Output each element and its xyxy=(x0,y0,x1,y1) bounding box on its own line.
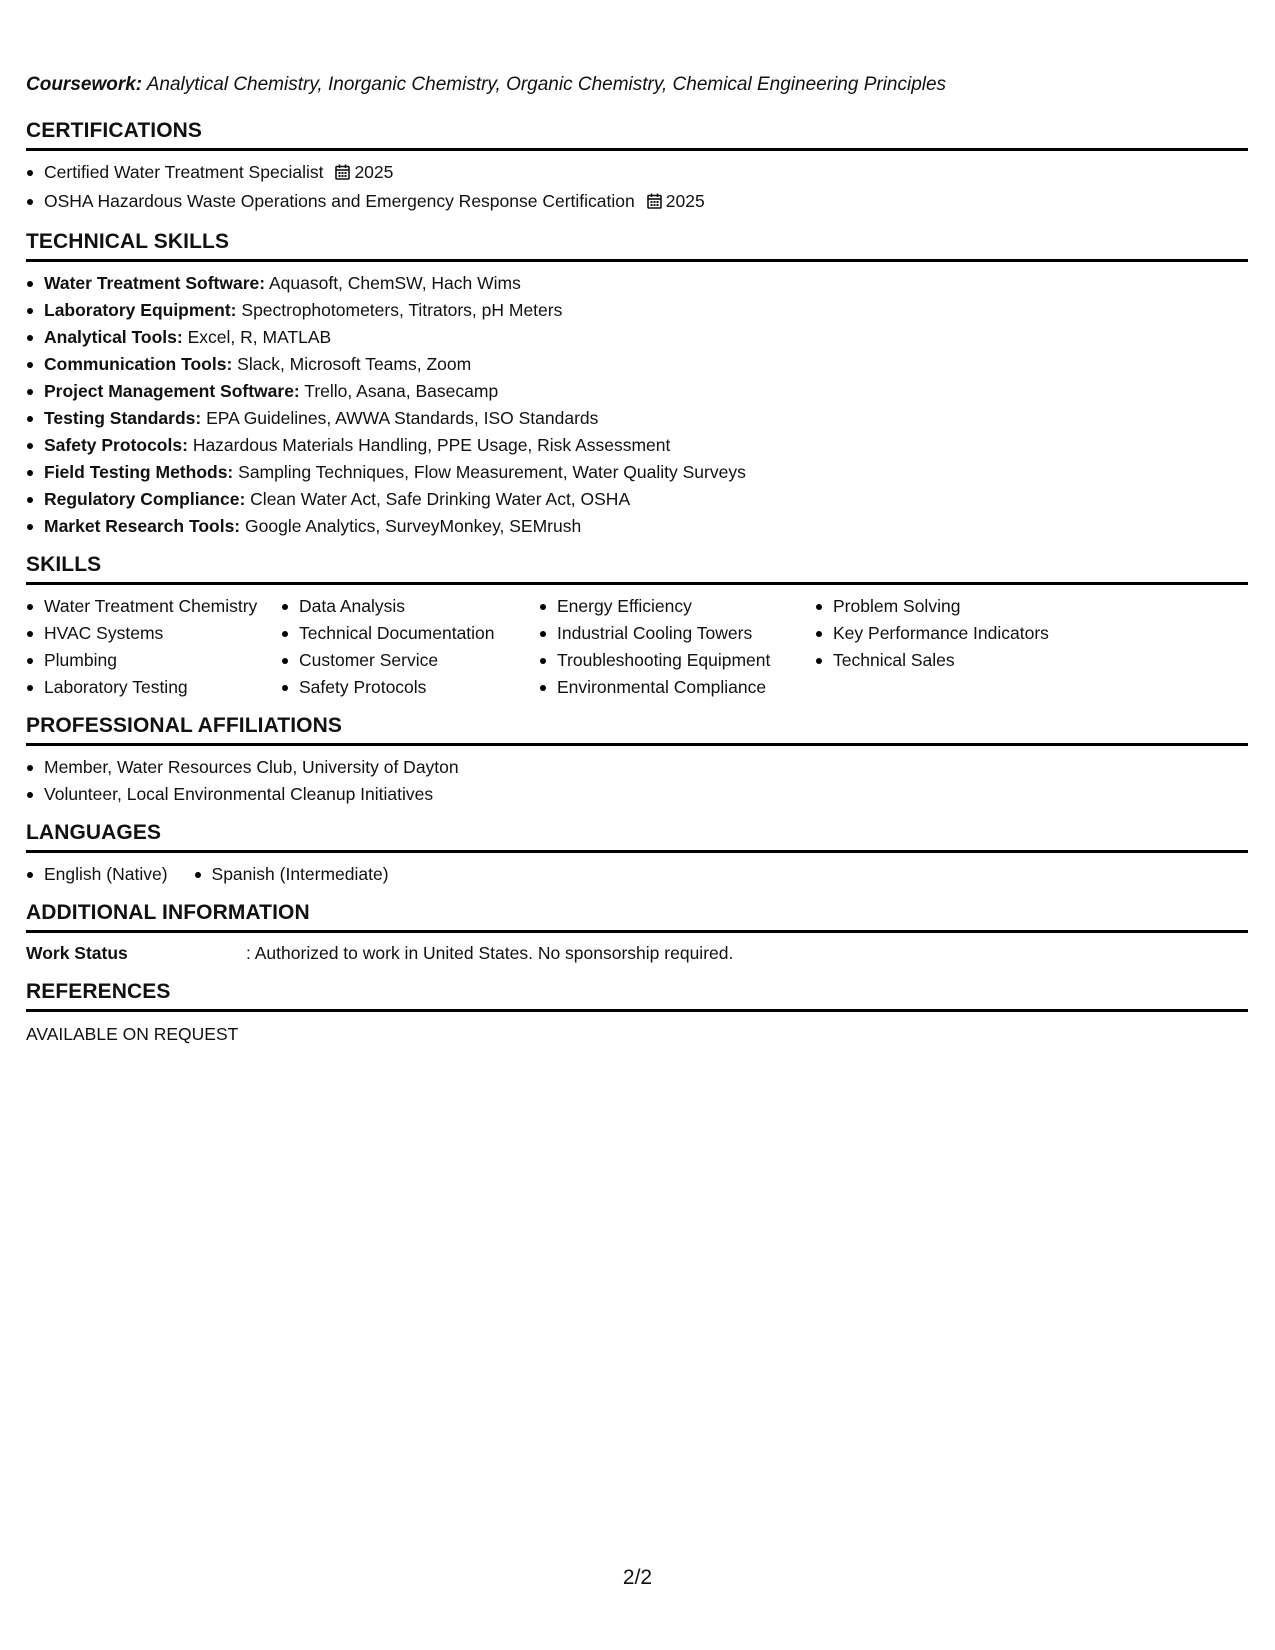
skills-column xyxy=(281,593,539,701)
coursework-value: Analytical Chemistry, Inorganic Chemistry, Organic Chemistry, Chemical Engineering Principles xyxy=(146,74,947,95)
list-item: Volunteer, Local Environmental Cleanup Initiatives xyxy=(26,781,1248,808)
list-item: Industrial Cooling Towers xyxy=(539,620,815,647)
list-item: Spanish (Intermediate) xyxy=(194,861,389,888)
list-item xyxy=(26,432,1248,459)
skills-column xyxy=(539,593,815,701)
coursework-label: Coursework: xyxy=(26,74,143,95)
languages-title: LANGUAGES xyxy=(26,818,1248,853)
list-item: Technical Documentation xyxy=(281,620,539,647)
page-number: 2/2 xyxy=(622,1566,653,1589)
skill-values: Aquasoft, ChemSW, Hach Wims xyxy=(268,273,521,293)
skill-values: Sampling Techniques, Flow Measurement, Water Quality Surveys xyxy=(238,462,746,482)
list-item: Laboratory Testing xyxy=(26,674,281,701)
skills-title: SKILLS xyxy=(26,550,1248,585)
skill-values: EPA Guidelines, AWWA Standards, ISO Standards xyxy=(206,408,599,428)
work-status-label: Work Status xyxy=(26,943,128,963)
list-item: Plumbing xyxy=(26,647,281,674)
list-item: Water Treatment Chemistry xyxy=(26,593,281,620)
technical-skills-list xyxy=(26,262,1248,550)
certification-year: 2025 xyxy=(354,162,394,182)
skill-category: Field Testing Methods: xyxy=(44,462,234,482)
skills-column xyxy=(26,593,281,701)
list-item: Customer Service xyxy=(281,647,539,674)
calendar-icon xyxy=(647,190,662,217)
list-item: Data Analysis xyxy=(281,593,539,620)
list-item xyxy=(26,297,1248,324)
certifications-list xyxy=(26,151,1248,227)
list-item xyxy=(26,486,1248,513)
list-item: HVAC Systems xyxy=(26,620,281,647)
skill-values: Hazardous Materials Handling, PPE Usage, Risk Assessment xyxy=(192,435,671,455)
skill-category: Testing Standards: xyxy=(44,408,202,428)
resume-page xyxy=(26,72,1248,1048)
list-item xyxy=(26,378,1248,405)
skill-category: Laboratory Equipment: xyxy=(44,300,237,320)
skill-values: Trello, Asana, Basecamp xyxy=(304,381,499,401)
skill-category: Safety Protocols: xyxy=(44,435,188,455)
list-item: Key Performance Indicators xyxy=(815,620,1075,647)
affiliations-list xyxy=(26,746,1248,818)
list-item xyxy=(26,405,1248,432)
list-item xyxy=(26,188,1248,217)
work-status-row xyxy=(26,933,1248,977)
skills-grid xyxy=(26,585,1248,711)
technical-skills-title: TECHNICAL SKILLS xyxy=(26,227,1248,262)
skills-column xyxy=(815,593,1075,701)
list-item xyxy=(26,351,1248,378)
certifications-section xyxy=(26,116,1248,227)
list-item xyxy=(26,159,1248,188)
technical-skills-section xyxy=(26,227,1248,550)
skill-category: Water Treatment Software: xyxy=(44,273,266,293)
coursework-line xyxy=(26,72,1248,98)
additional-info-section xyxy=(26,898,1248,977)
skill-values: Slack, Microsoft Teams, Zoom xyxy=(237,354,472,374)
affiliations-title: PROFESSIONAL AFFILIATIONS xyxy=(26,711,1248,746)
list-item: Problem Solving xyxy=(815,593,1075,620)
list-item xyxy=(26,459,1248,486)
skill-category: Market Research Tools: xyxy=(44,516,241,536)
list-item xyxy=(26,270,1248,297)
skill-category: Communication Tools: xyxy=(44,354,233,374)
list-item: English (Native) xyxy=(26,861,168,888)
skill-category: Regulatory Compliance: xyxy=(44,489,246,509)
skill-values: Excel, R, MATLAB xyxy=(187,327,332,347)
certification-year: 2025 xyxy=(665,191,705,211)
list-item: Environmental Compliance xyxy=(539,674,815,701)
languages-section xyxy=(26,818,1248,898)
list-item xyxy=(26,513,1248,540)
languages-list xyxy=(26,853,1248,898)
references-text: AVAILABLE ON REQUEST xyxy=(26,1024,239,1044)
list-item: Troubleshooting Equipment xyxy=(539,647,815,674)
list-item: Member, Water Resources Club, University of Dayton xyxy=(26,754,1248,781)
skill-values: Clean Water Act, Safe Drinking Water Act, OSHA xyxy=(250,489,631,509)
skills-section xyxy=(26,550,1248,711)
skill-values: Google Analytics, SurveyMonkey, SEMrush xyxy=(245,516,582,536)
references-title: REFERENCES xyxy=(26,977,1248,1012)
work-status-value: : Authorized to work in United States. No sponsorship required. xyxy=(246,943,734,963)
certification-name: Certified Water Treatment Specialist xyxy=(44,162,324,182)
calendar-icon xyxy=(335,161,350,188)
references-section xyxy=(26,977,1248,1048)
skill-category: Analytical Tools: xyxy=(44,327,183,347)
list-item: Energy Efficiency xyxy=(539,593,815,620)
list-item: Technical Sales xyxy=(815,647,1075,674)
skill-category: Project Management Software: xyxy=(44,381,300,401)
affiliations-section xyxy=(26,711,1248,818)
certifications-title: CERTIFICATIONS xyxy=(26,116,1248,151)
list-item xyxy=(26,324,1248,351)
list-item: Safety Protocols xyxy=(281,674,539,701)
certification-name: OSHA Hazardous Waste Operations and Emergency Response Certification xyxy=(44,191,635,211)
skill-values: Spectrophotometers, Titrators, pH Meters xyxy=(241,300,563,320)
additional-info-title: ADDITIONAL INFORMATION xyxy=(26,898,1248,933)
